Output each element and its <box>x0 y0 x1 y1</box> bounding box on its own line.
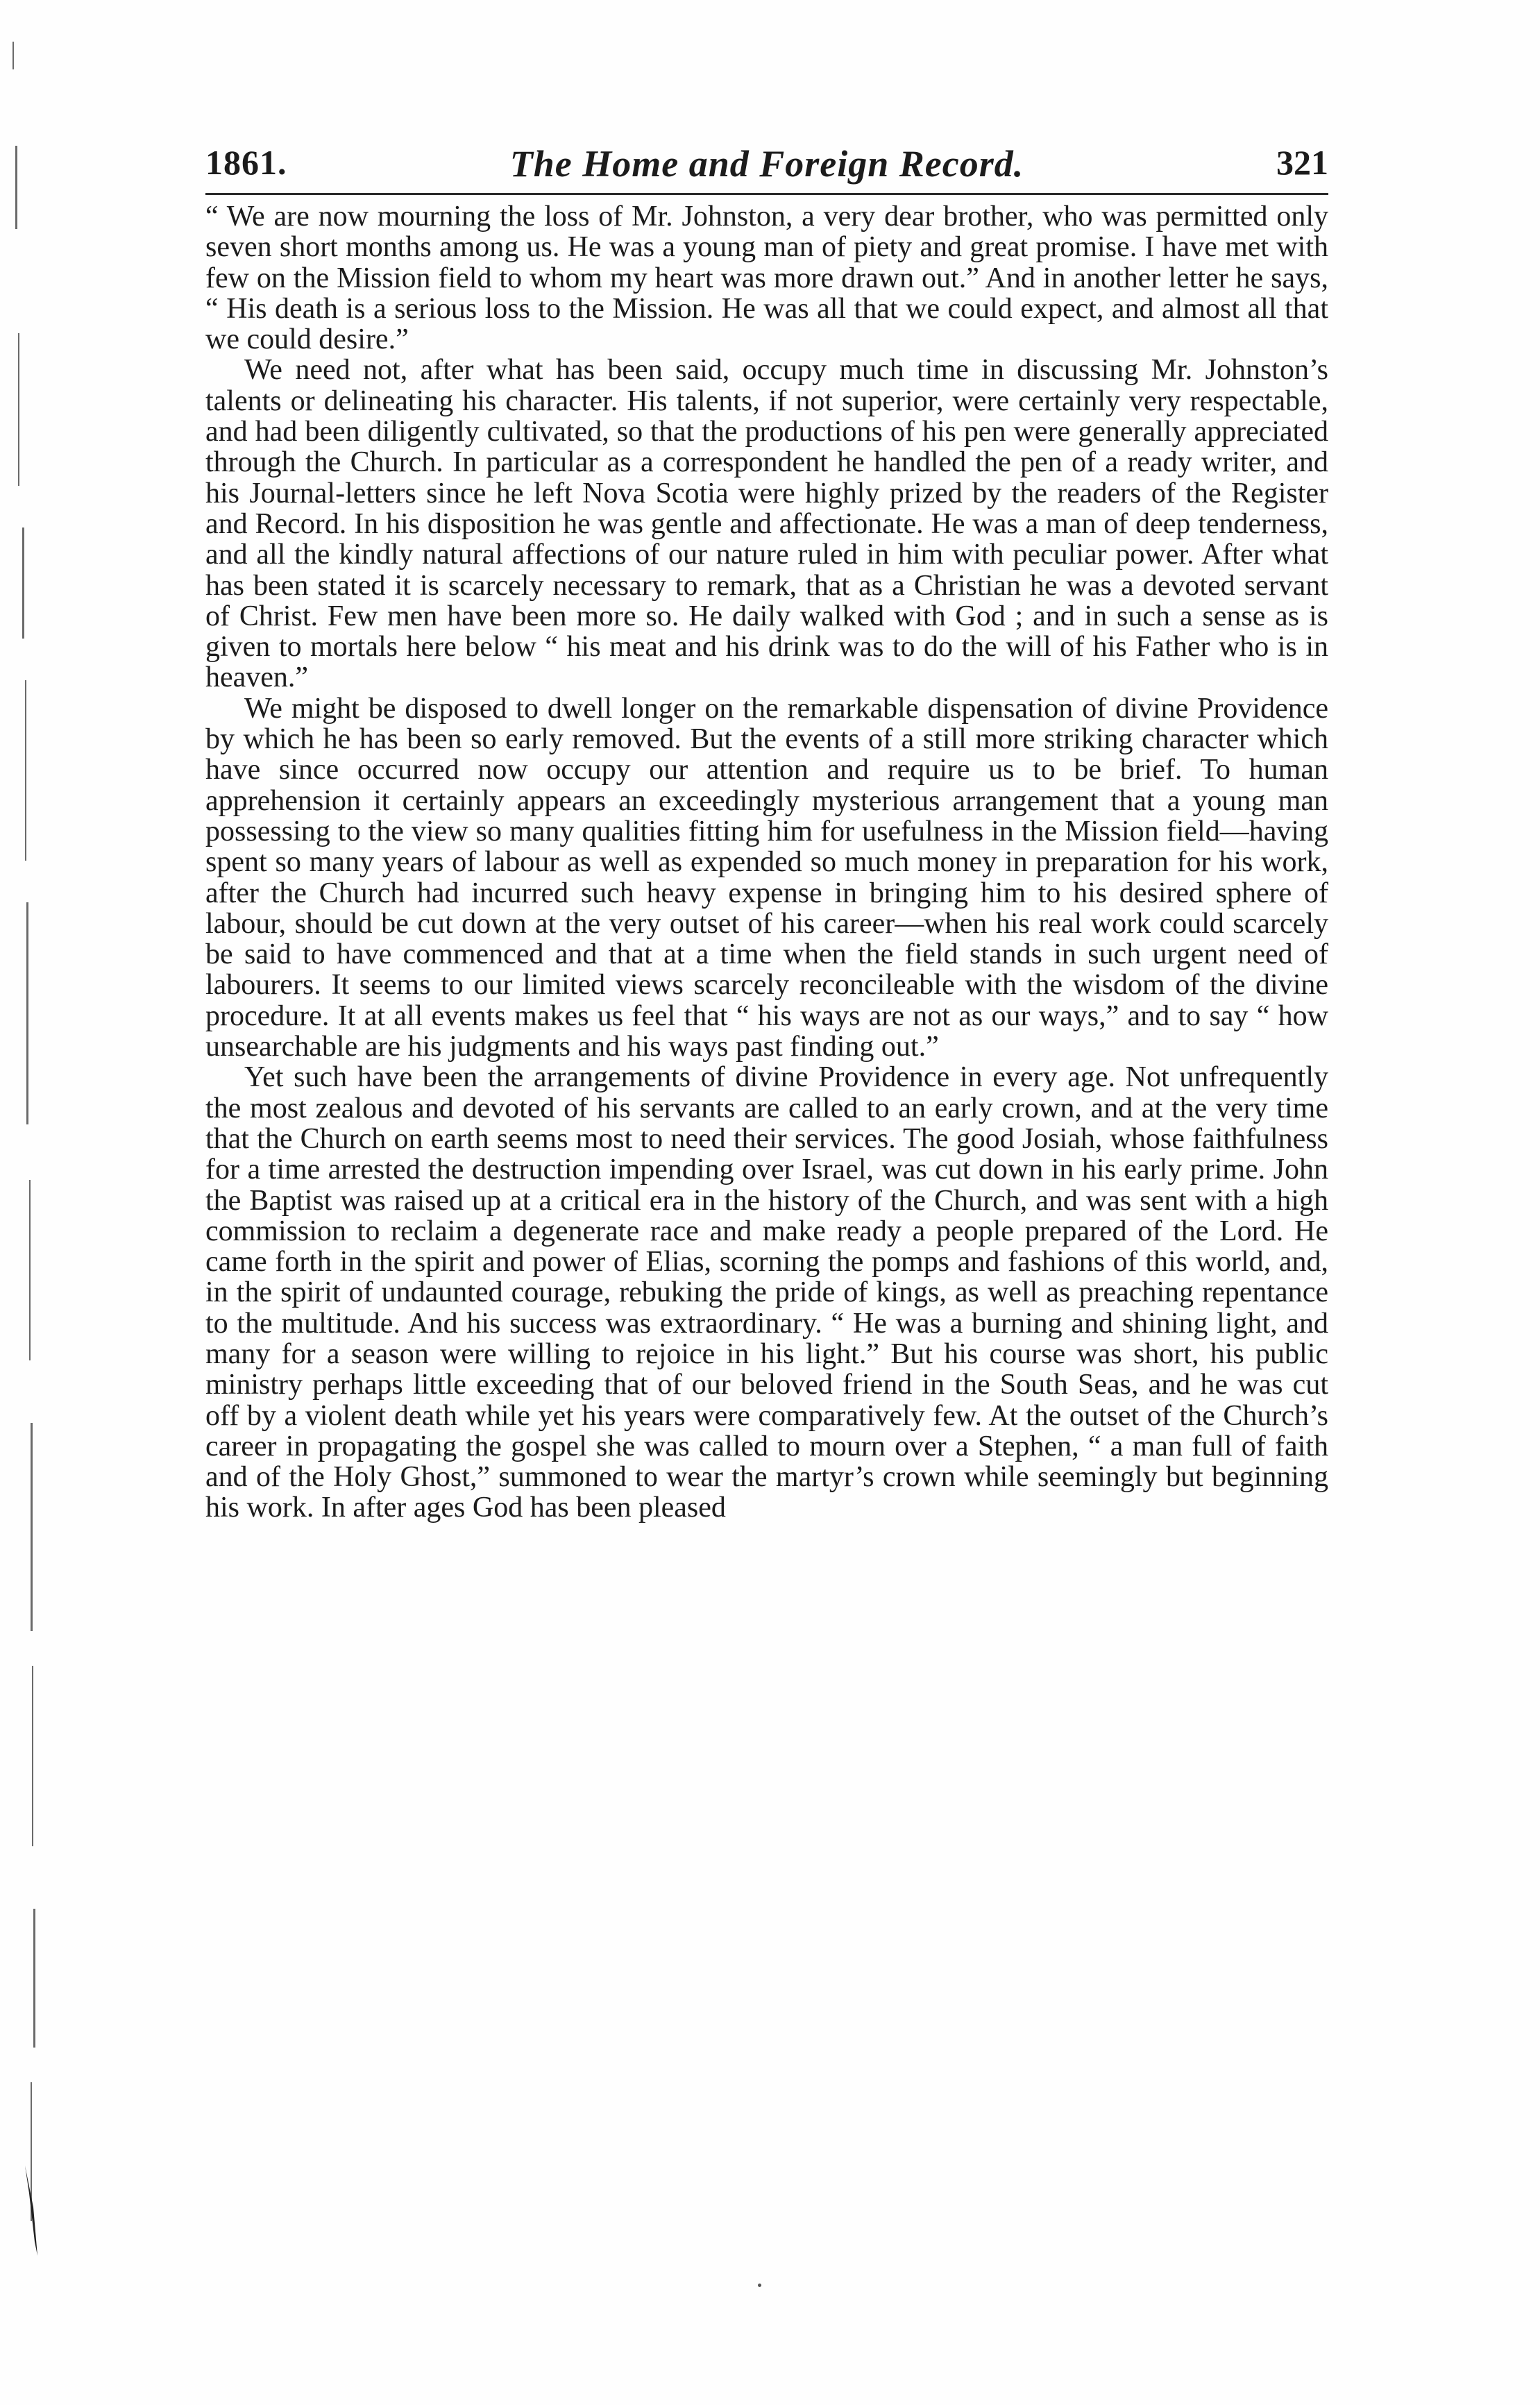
paragraph-4: Yet such have been the arrangements of divine Providence in every age. Not unfrequently the most zealous and devoted of his servants are called to an early crown, and at the very time that the Church on earth seems most to need their services. The good Josiah, whose faithfulness for a time arrested the destruction impending over Israel, was cut down in his early prime. John the Baptist was raised up at a critical era in the history of the Church, and was sent with a high commission to reclaim a degenerate race and make ready a people prepared of the Lord. He came forth in the spirit and power of Elias, scorning the pomps and fashions of this world, and, in the spirit of undaunted courage, rebuking the pride of kings, as well as preaching repentance to the multitude. And his success was extraordinary. “ He was a burning and shining light, and many for a season were willing to rejoice in his light.” But his course was short, his public ministry perhaps little exceeding that of our beloved friend in the South Seas, and he was cut off by a violent death while yet his years were comparatively few. At the outset of the Church’s career in propagating the gospel she was called to mourn over a Stephen, “ a man full of faith and of the Holy Ghost,” summoned to wear the martyr’s crown while seemingly but beginning his work. In after ages God has been pleased <box>205 1061 1328 1524</box>
article-body <box>205 201 1328 1524</box>
scan-speck <box>758 2284 761 2287</box>
header-rule <box>205 193 1328 195</box>
paragraph-1: “ We are now mourning the loss of Mr. Johnston, a very dear brother, who was permitted only seven short months among us. He was a young man of piety and great promise. I have met with few on the Mission field to whom my heart was more drawn out.” And in another letter he says, “ His death is a serious loss to the Mission. He was all that we could expect, and almost all that we could desire.” <box>205 201 1328 356</box>
scan-gutter-marks <box>6 0 47 2405</box>
paragraph-2: We need not, after what has been said, occupy much time in discussing Mr. Johnston’s talents or delineating his character. His talents, if not superior, were certainly very respectable, and had been diligently cultivated, so that the productions of his pen were generally appreciated through the Church. In particular as a correspondent he handled the pen of a ready writer, and his Journal-letters since he left Nova Scotia were highly prized by the readers of the Register and Record. In his disposition he was gentle and affectionate. He was a man of deep tenderness, and all the kindly natural affections of our nature ruled in him with peculiar power. After what has been stated it is scarcely necessary to remark, that as a Christian he was a devoted servant of Christ. Few men have been more so. He daily walked with God ; and in such a sense as is given to mortals here below “ his meat and his drink was to do the will of his Father who is in heaven.” <box>205 354 1328 694</box>
page-number: 321 <box>1276 143 1328 182</box>
running-header <box>205 142 1328 192</box>
header-year: 1861. <box>205 143 287 182</box>
paragraph-3: We might be disposed to dwell longer on the remarkable dispensation of divine Providence by which he has been so early removed. But the events of a still more striking character which have since occurred now occupy our attention and require us to be brief. To human apprehension it certainly appears an exceedingly mysterious arrangement that a young man possessing to the view so many qualities fitting him for usefulness in the Mission field—having spent so many years of labour as well as expended so much money in preparation for his work, after the Church had incurred such heavy expense in bringing him to his desired sphere of labour, should be cut down at the very outset of his career—when his real work could scarcely be said to have commenced and that at a time when the field stands in such urgent need of labourers. It seems to our limited views scarcely reconcileable with the wisdom of the divine procedure. It at all events makes us feel that “ his ways are not as our ways,” and to say “ how unsearchable are his judgments and his ways past finding out.” <box>205 692 1328 1063</box>
journal-title: The Home and Foreign Record. <box>509 143 1024 185</box>
